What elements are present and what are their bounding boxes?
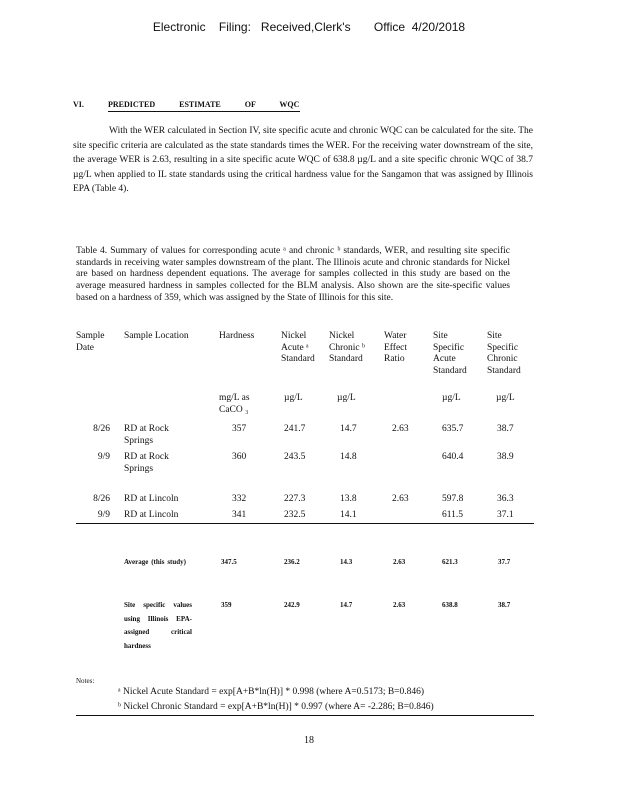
cell-site-acute: 640.4: [442, 452, 464, 462]
summary-chronic: 14.3: [340, 558, 353, 566]
summary-label: Site specific values using Illinois EPA-assigned critical hardness: [124, 601, 192, 650]
cell-chronic: 14.8: [340, 452, 357, 462]
col-header-hardness: Hardness: [219, 331, 255, 341]
summary-chronic: 14.7: [340, 601, 353, 609]
summary-label: Average (this study): [124, 558, 186, 566]
cell-chronic: 14.7: [340, 424, 357, 434]
cell-location: RD at Lincoln: [124, 494, 179, 504]
section-number: VI.: [73, 100, 84, 109]
paragraph-text: With the WER calculated in Section IV, site specific acute and chronic WQC can be calculated for the site. The site specific criteria are calculated as the state standards times the WER. For the receiving water downstream of the site, the average WER is 2.63, resulting in a site specific acute WQC of 638.8 µg/L and a site specific chronic WQC of 38.7 µg/L when applied to IL state standards using the critical hardness value for the Sangamon that was assigned by Illinois EPA (Table 4).: [73, 126, 533, 195]
cell-hardness: 357: [232, 424, 247, 434]
cell-wer: 2.63: [392, 494, 409, 504]
cell-site-acute: 597.8: [442, 494, 464, 504]
section-title: PREDICTED ESTIMATE OF WQC: [108, 100, 300, 109]
notes-label: Notes:: [76, 677, 95, 685]
col-header-date: Sample Date: [76, 331, 105, 353]
footnote-a: ᵃ Nickel Acute Standard = exp[A+B*ln(H)] * 0.998 (where A=0.5173; B=0.846): [118, 687, 425, 697]
cell-date: 9/9: [97, 452, 110, 462]
cell-site-chronic: 36.3: [497, 494, 514, 504]
filing-header: Electronic Filing: Received,Clerk's Office 4/20/2018: [152, 20, 466, 34]
summary-acute: 242.9: [284, 601, 300, 609]
table-rule: [76, 523, 534, 524]
cell-acute: 241.7: [284, 424, 306, 434]
summary-wer: 2.63: [393, 558, 406, 566]
cell-date: 8/26: [93, 494, 110, 504]
cell-location: RD at Rock Springs: [124, 452, 169, 474]
cell-site-chronic: 38.9: [497, 452, 514, 462]
cell-chronic: 14.1: [340, 510, 357, 520]
col-header-nickel-acute: Nickel Acute ᵃ Standard: [281, 331, 315, 365]
notes-rule: [76, 715, 534, 716]
unit-site-acute: µg/L: [442, 393, 461, 403]
cell-site-acute: 611.5: [442, 510, 464, 520]
col-header-nickel-chronic: Nickel Chronic ᵇ Standard: [329, 331, 365, 365]
col-header-site-chronic: Site Specific Chronic Standard: [487, 331, 521, 376]
unit-chronic: µg/L: [337, 393, 356, 403]
summary-hardness: 347.5: [221, 558, 237, 566]
unit-hardness: mg/L as CaCO ₃: [219, 393, 250, 415]
cell-acute: 232.5: [284, 510, 306, 520]
cell-date: 9/9: [97, 510, 110, 520]
cell-hardness: 332: [232, 494, 247, 504]
summary-site-acute: 638.8: [442, 601, 458, 609]
body-paragraph: [73, 124, 533, 197]
summary-acute: 236.2: [284, 558, 300, 566]
col-header-wer: Water Effect Ratio: [384, 331, 408, 365]
cell-location: RD at Rock Springs: [124, 424, 169, 446]
footnote-b: ᵇ Nickel Chronic Standard = exp[A+B*ln(H)] * 0.997 (where A= -2.286; B=0.846): [118, 702, 434, 712]
cell-site-chronic: 38.7: [497, 424, 514, 434]
summary-wer: 2.63: [393, 601, 406, 609]
cell-site-acute: 635.7: [442, 424, 464, 434]
summary-site-chronic: 38.7: [498, 601, 511, 609]
cell-chronic: 13.8: [340, 494, 357, 504]
cell-location: RD at Lincoln: [124, 510, 179, 520]
page-number: 18: [304, 735, 314, 746]
cell-date: 8/26: [93, 424, 110, 434]
cell-acute: 243.5: [284, 452, 306, 462]
table-caption: Table 4. Summary of values for corresponding acute ᵃ and chronic ᵇ standards, WER, and resulting site specific standards in receiving water samples downstream of the plant. The Illinois acute and chronic standards for Nickel are based on hardness dependent equations. The average for samples collected in this study are based on the average measured hardness in samples collected for the BLM analysis. Also shown are the site-specific values based on a hardness of 359, which was assigned by the State of Illinois for this site.: [76, 246, 510, 303]
summary-hardness: 359: [221, 601, 232, 609]
col-header-site-acute: Site Specific Acute Standard: [433, 331, 467, 376]
unit-acute: µg/L: [284, 393, 303, 403]
cell-wer: 2.63: [392, 424, 409, 434]
section-title-underline: [108, 111, 300, 112]
summary-site-chronic: 37.7: [498, 558, 511, 566]
unit-site-chronic: µg/L: [496, 393, 515, 403]
cell-site-chronic: 37.1: [497, 510, 514, 520]
cell-hardness: 341: [232, 510, 247, 520]
cell-acute: 227.3: [284, 494, 306, 504]
cell-hardness: 360: [232, 452, 247, 462]
col-header-location: Sample Location: [124, 331, 189, 341]
summary-site-acute: 621.3: [442, 558, 458, 566]
